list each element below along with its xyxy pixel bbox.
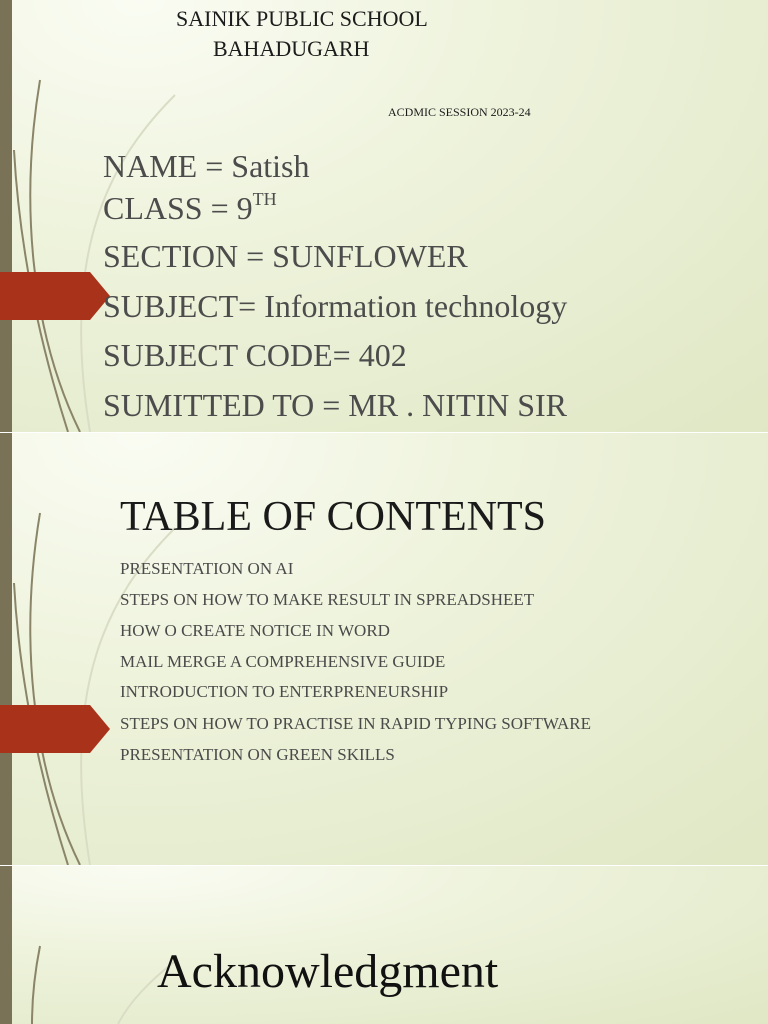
class-superscript: TH xyxy=(252,189,277,209)
slide-acknowledgment xyxy=(0,866,768,1024)
toc-item: HOW O CREATE NOTICE IN WORD xyxy=(120,621,390,640)
toc-item: INTRODUCTION TO ENTERPRENEURSHIP xyxy=(120,682,449,701)
subject: SUBJECT= Information technology xyxy=(103,288,568,324)
class-label: CLASS = 9 xyxy=(103,190,253,226)
slide-marker-icon xyxy=(0,272,110,320)
slide-table-of-contents xyxy=(0,433,768,865)
school-location: BAHADUGARH xyxy=(213,36,370,61)
toc-item: PRESENTATION ON GREEN SKILLS xyxy=(120,745,395,764)
toc-item: STEPS ON HOW TO PRACTISE IN RAPID TYPING SOFTWARE xyxy=(120,714,592,733)
acknowledgment-title: Acknowledgment xyxy=(157,945,499,998)
slide-marker-icon xyxy=(0,705,110,753)
student-class xyxy=(103,190,277,227)
academic-session: ACDMIC SESSION 2023-24 xyxy=(388,105,531,119)
side-bar xyxy=(0,433,12,865)
side-bar xyxy=(0,0,12,432)
student-section: SECTION = SUNFLOWER xyxy=(103,238,468,274)
slide-title-page xyxy=(0,0,768,432)
student-name: NAME = Satish xyxy=(103,148,310,184)
toc-item: PRESENTATION ON AI xyxy=(120,559,294,578)
side-bar xyxy=(0,866,12,1024)
toc-item: MAIL MERGE A COMPREHENSIVE GUIDE xyxy=(120,652,446,671)
submitted-to: SUMITTED TO = MR . NITIN SIR xyxy=(103,387,567,423)
toc-item: STEPS ON HOW TO MAKE RESULT IN SPREADSHEET xyxy=(120,590,535,609)
toc-title: TABLE OF CONTENTS xyxy=(120,494,546,540)
subject-code: SUBJECT CODE= 402 xyxy=(103,337,407,373)
school-name: SAINIK PUBLIC SCHOOL xyxy=(176,6,428,31)
